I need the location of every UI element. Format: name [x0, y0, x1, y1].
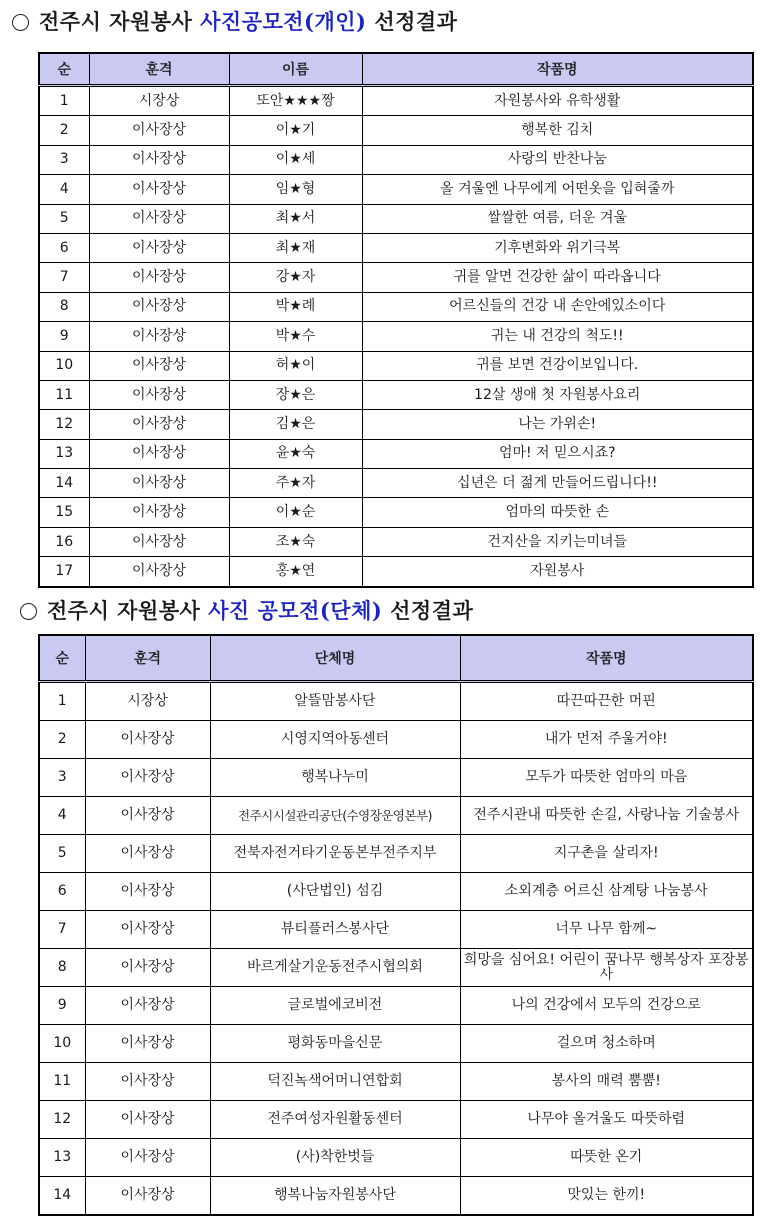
cell-name: 윤★숙	[229, 439, 362, 468]
table-row	[39, 949, 753, 987]
cell-work-title: 모두가 따뜻한 엄마의 마음	[460, 759, 753, 797]
cell-name: 이★기	[229, 116, 362, 145]
section1-title	[12, 5, 457, 39]
header-work-title: 작품명	[362, 53, 753, 86]
cell-award: 이사장상	[85, 1025, 210, 1063]
cell-group-name: 글로벌에코비전	[210, 987, 460, 1025]
cell-group-name: 전주시시설관리공단(수영장운영본부)	[210, 797, 460, 835]
cell-work-title: 자원봉사	[362, 557, 753, 587]
table-row	[39, 835, 753, 873]
cell-award: 이사장상	[89, 145, 229, 174]
cell-group-name: 시영지역아동센터	[210, 721, 460, 759]
cell-work-title: 걸으며 청소하며	[460, 1025, 753, 1063]
cell-rank: 7	[39, 263, 89, 292]
cell-work-title: 사랑의 반찬나눔	[362, 145, 753, 174]
header-award: 훈격	[89, 53, 229, 86]
cell-name: 김★은	[229, 410, 362, 439]
cell-group-name: 행복나눔자원봉사단	[210, 1177, 460, 1216]
header-award: 훈격	[85, 635, 210, 682]
cell-award: 이사장상	[85, 1101, 210, 1139]
cell-rank: 3	[39, 145, 89, 174]
cell-rank: 10	[39, 1025, 85, 1063]
cell-work-title: 행복한 김치	[362, 116, 753, 145]
cell-work-title: 나의 건강에서 모두의 건강으로	[460, 987, 753, 1025]
cell-rank: 1	[39, 86, 89, 116]
cell-award: 이사장상	[89, 263, 229, 292]
table-row	[39, 527, 753, 556]
cell-group-name: 행복나누미	[210, 759, 460, 797]
cell-rank: 16	[39, 527, 89, 556]
table-row	[39, 116, 753, 145]
cell-work-title: 12살 생애 첫 자원봉사요리	[362, 380, 753, 409]
cell-award: 시장상	[89, 86, 229, 116]
cell-award: 이사장상	[89, 322, 229, 351]
cell-rank: 6	[39, 233, 89, 262]
section1-title-highlight: 사진공모전(개인)	[200, 9, 367, 34]
table-row	[39, 1101, 753, 1139]
cell-work-title: 엄마의 따뜻한 손	[362, 498, 753, 527]
cell-name: 이★세	[229, 145, 362, 174]
cell-award: 시장상	[85, 682, 210, 721]
cell-group-name: 덕진녹색어머니연합회	[210, 1063, 460, 1101]
table-row	[39, 410, 753, 439]
table-row	[39, 987, 753, 1025]
cell-rank: 2	[39, 721, 85, 759]
cell-award: 이사장상	[85, 1177, 210, 1216]
cell-name: 허★이	[229, 351, 362, 380]
cell-work-title: 봉사의 매력 뿜뿜!	[460, 1063, 753, 1101]
group-results-table	[38, 634, 754, 1216]
table-row	[39, 175, 753, 204]
cell-name: 강★자	[229, 263, 362, 292]
cell-rank: 1	[39, 682, 85, 721]
header-work-title: 작품명	[460, 635, 753, 682]
cell-rank: 2	[39, 116, 89, 145]
cell-award: 이사장상	[89, 292, 229, 321]
cell-work-title: 귀를 알면 건강한 삶이 따라옵니다	[362, 263, 753, 292]
header-group-name: 단체명	[210, 635, 460, 682]
section2-title-prefix: 전주시 자원봉사	[47, 598, 201, 623]
cell-name: 박★례	[229, 292, 362, 321]
cell-award: 이사장상	[85, 835, 210, 873]
table-row	[39, 557, 753, 587]
header-rank: 순	[39, 53, 89, 86]
cell-rank: 17	[39, 557, 89, 587]
cell-rank: 8	[39, 949, 85, 987]
table-row	[39, 469, 753, 498]
cell-rank: 14	[39, 1177, 85, 1216]
cell-work-title: 너무 나무 함께~	[460, 911, 753, 949]
table-row	[39, 721, 753, 759]
cell-rank: 15	[39, 498, 89, 527]
cell-rank: 3	[39, 759, 85, 797]
cell-work-title: 소외계층 어르신 삼계탕 나눔봉사	[460, 873, 753, 911]
cell-work-title: 기후변화와 위기극복	[362, 233, 753, 262]
cell-work-title: 전주시관내 따뜻한 손길, 사랑나눔 기술봉사	[460, 797, 753, 835]
cell-work-title: 십년은 더 젊게 만들어드립니다!!	[362, 469, 753, 498]
cell-rank: 7	[39, 911, 85, 949]
cell-award: 이사장상	[85, 797, 210, 835]
table-row	[39, 322, 753, 351]
table-row	[39, 1063, 753, 1101]
cell-group-name: 알뜰맘봉사단	[210, 682, 460, 721]
cell-award: 이사장상	[89, 351, 229, 380]
cell-rank: 6	[39, 873, 85, 911]
cell-award: 이사장상	[89, 204, 229, 233]
cell-work-title: 어르신들의 건강 내 손안에있소이다	[362, 292, 753, 321]
cell-name: 주★자	[229, 469, 362, 498]
table-row	[39, 86, 753, 116]
section1-title-suffix: 선정결과	[374, 9, 458, 34]
cell-work-title: 지구촌을 살리자!	[460, 835, 753, 873]
cell-award: 이사장상	[89, 116, 229, 145]
cell-work-title: 쌀쌀한 여름, 더운 겨울	[362, 204, 753, 233]
cell-rank: 5	[39, 835, 85, 873]
circle-bullet-icon	[20, 603, 37, 620]
cell-award: 이사장상	[89, 410, 229, 439]
cell-rank: 4	[39, 175, 89, 204]
cell-award: 이사장상	[85, 949, 210, 987]
cell-award: 이사장상	[89, 439, 229, 468]
cell-award: 이사장상	[85, 911, 210, 949]
cell-award: 이사장상	[89, 233, 229, 262]
cell-award: 이사장상	[85, 1139, 210, 1177]
cell-group-name: (사)착한벗들	[210, 1139, 460, 1177]
table-row	[39, 1177, 753, 1216]
cell-group-name: (사단법인) 섬김	[210, 873, 460, 911]
cell-name: 임★형	[229, 175, 362, 204]
cell-rank: 10	[39, 351, 89, 380]
table-row	[39, 292, 753, 321]
cell-award: 이사장상	[89, 175, 229, 204]
cell-work-title: 나무야 올겨울도 따뜻하렴	[460, 1101, 753, 1139]
cell-work-title: 나는 가위손!	[362, 410, 753, 439]
circle-bullet-icon	[12, 14, 29, 31]
cell-rank: 13	[39, 439, 89, 468]
section1-title-prefix: 전주시 자원봉사	[39, 9, 193, 34]
cell-award: 이사장상	[85, 721, 210, 759]
header-name: 이름	[229, 53, 362, 86]
table-row	[39, 873, 753, 911]
table-row	[39, 682, 753, 721]
table-header-row	[39, 53, 753, 86]
cell-work-title: 귀는 내 건강의 척도!!	[362, 322, 753, 351]
cell-rank: 9	[39, 322, 89, 351]
cell-rank: 8	[39, 292, 89, 321]
cell-award: 이사장상	[89, 469, 229, 498]
cell-award: 이사장상	[85, 987, 210, 1025]
cell-rank: 13	[39, 1139, 85, 1177]
cell-work-title: 자원봉사와 유학생활	[362, 86, 753, 116]
table-row	[39, 759, 753, 797]
cell-group-name: 전주여성자원활동센터	[210, 1101, 460, 1139]
table-row	[39, 263, 753, 292]
cell-name: 박★수	[229, 322, 362, 351]
cell-group-name: 평화동마을신문	[210, 1025, 460, 1063]
table-row	[39, 1139, 753, 1177]
table-row	[39, 439, 753, 468]
cell-award: 이사장상	[85, 1063, 210, 1101]
cell-rank: 12	[39, 1101, 85, 1139]
cell-work-title: 올 겨울엔 나무에게 어떤옷을 입혀줄까	[362, 175, 753, 204]
cell-work-title: 귀를 보면 건강이보입니다.	[362, 351, 753, 380]
cell-work-title: 희망을 심어요! 어린이 꿈나무 행복상자 포장봉사	[460, 949, 753, 987]
cell-name: 장★은	[229, 380, 362, 409]
cell-group-name: 전북자전거타기운동본부전주지부	[210, 835, 460, 873]
section2-title	[20, 594, 473, 628]
cell-rank: 5	[39, 204, 89, 233]
table-row	[39, 204, 753, 233]
table-header-row	[39, 635, 753, 682]
cell-group-name: 바르게살기운동전주시협의회	[210, 949, 460, 987]
cell-award: 이사장상	[85, 759, 210, 797]
cell-work-title: 맛있는 한끼!	[460, 1177, 753, 1216]
cell-rank: 4	[39, 797, 85, 835]
section2-title-highlight: 사진 공모전(단체)	[208, 598, 383, 623]
cell-rank: 9	[39, 987, 85, 1025]
table-row	[39, 1025, 753, 1063]
table-row	[39, 380, 753, 409]
cell-name: 조★숙	[229, 527, 362, 556]
table-row	[39, 145, 753, 174]
table-row	[39, 498, 753, 527]
cell-award: 이사장상	[89, 498, 229, 527]
cell-work-title: 엄마! 저 믿으시죠?	[362, 439, 753, 468]
cell-group-name: 뷰티플러스봉사단	[210, 911, 460, 949]
cell-name: 또안★★★짱	[229, 86, 362, 116]
cell-award: 이사장상	[89, 380, 229, 409]
table-row	[39, 911, 753, 949]
header-rank: 순	[39, 635, 85, 682]
cell-award: 이사장상	[89, 527, 229, 556]
cell-rank: 12	[39, 410, 89, 439]
cell-name: 최★재	[229, 233, 362, 262]
cell-work-title: 따뜻한 온기	[460, 1139, 753, 1177]
cell-award: 이사장상	[85, 873, 210, 911]
cell-rank: 11	[39, 380, 89, 409]
cell-rank: 14	[39, 469, 89, 498]
cell-award: 이사장상	[89, 557, 229, 587]
table-row	[39, 797, 753, 835]
cell-rank: 11	[39, 1063, 85, 1101]
section2-title-suffix: 선정결과	[390, 598, 474, 623]
cell-name: 홍★연	[229, 557, 362, 587]
table-row	[39, 351, 753, 380]
cell-work-title: 건지산을 지키는미녀들	[362, 527, 753, 556]
table-row	[39, 233, 753, 262]
individual-results-table	[38, 52, 754, 588]
cell-name: 이★순	[229, 498, 362, 527]
cell-work-title: 따끈따끈한 머핀	[460, 682, 753, 721]
cell-work-title: 내가 먼저 주울거야!	[460, 721, 753, 759]
cell-name: 최★서	[229, 204, 362, 233]
